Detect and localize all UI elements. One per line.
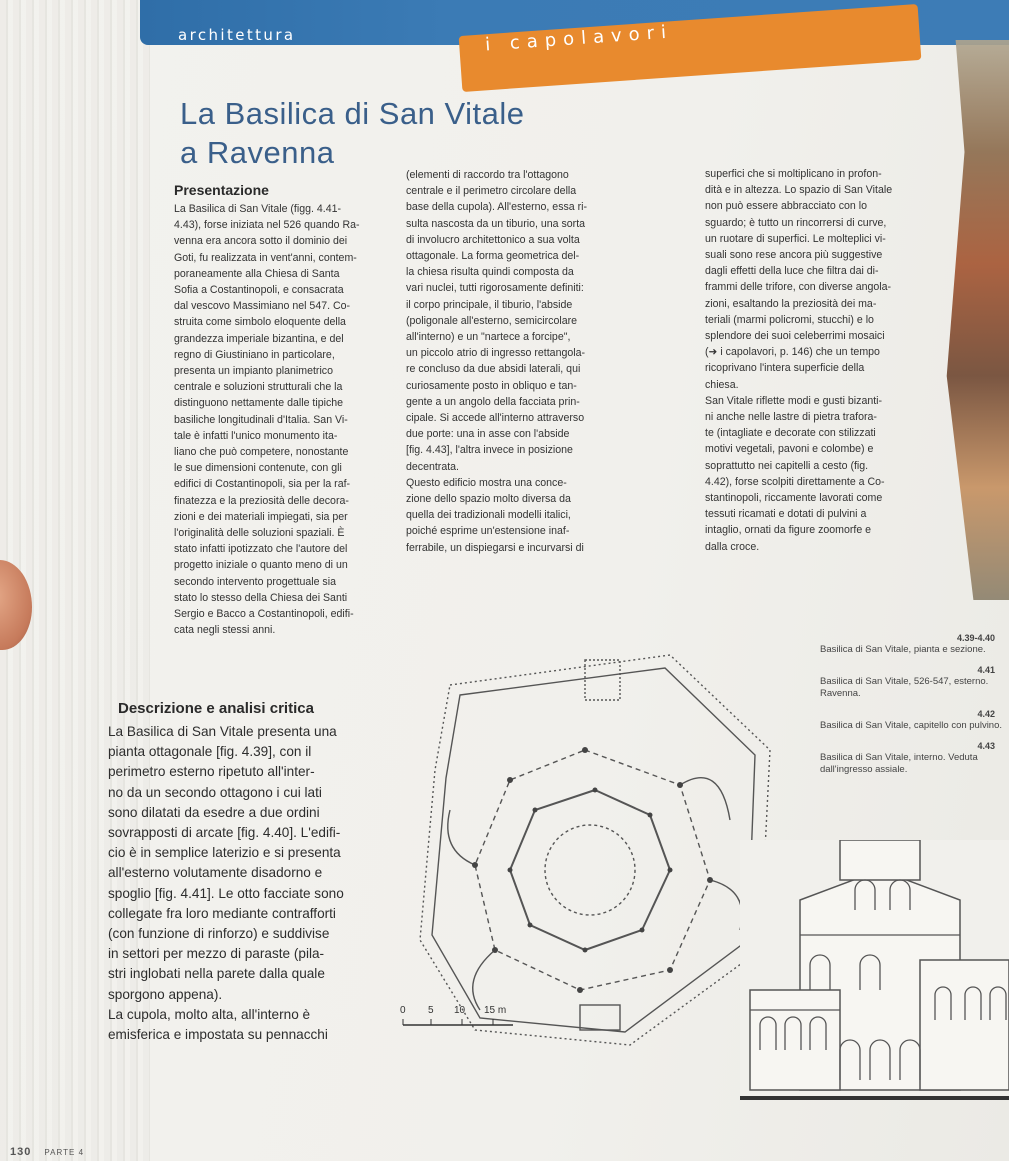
caption bbox=[820, 740, 1009, 776]
text-line: le sue dimensioni contenute, con gli bbox=[174, 462, 342, 475]
text-line: tessuti ricamati e dotati di pulvini a bbox=[705, 508, 867, 521]
descrizione-text bbox=[108, 722, 404, 1045]
presentazione-heading: Presentazione bbox=[174, 182, 269, 198]
text-column-3 bbox=[705, 166, 1005, 555]
text-line: teriali (marmi policromi, stucchi) e lo bbox=[705, 313, 874, 326]
text-line: re concluso da due absidi laterali, qui bbox=[406, 363, 581, 376]
scale-label: 10 bbox=[454, 1005, 466, 1016]
text-line: perimetro esterno ripetuto all'inter- bbox=[108, 764, 315, 780]
text-line: centrale e soluzioni strutturali che la bbox=[174, 381, 343, 394]
text-line: dal vescovo Massimiano nel 547. Co- bbox=[174, 300, 351, 313]
caption-text: Basilica di San Vitale, pianta e sezione. bbox=[820, 644, 986, 655]
part-label: PARTE 4 bbox=[44, 1148, 85, 1157]
text-line: (con funzione di rinforzo) e suddivise bbox=[108, 926, 330, 942]
text-line: (➜ i capolavori, p. 146) che un tempo bbox=[705, 346, 880, 359]
text-line: ottagonale. La forma geometrica del- bbox=[406, 250, 580, 263]
title-line-1: La Basilica di San Vitale bbox=[180, 96, 525, 131]
text-line: centrale e il perimetro circolare della bbox=[406, 185, 577, 198]
text-line: stri inglobati nella parete dalla quale bbox=[108, 966, 325, 982]
text-line: decentrata. bbox=[406, 460, 460, 473]
text-line: vari nuclei, tutti rigorosamente definiti: bbox=[406, 282, 584, 295]
text-line: splendore dei suoi celeberrimi mosaici bbox=[705, 330, 885, 343]
text-line: 4.42), forse scolpiti direttamente a Co- bbox=[705, 475, 885, 488]
caption-text: Basilica di San Vitale, capitello con pulvino. bbox=[820, 720, 1003, 731]
text-line: cata negli stessi anni. bbox=[174, 624, 276, 637]
text-line: grandezza imperiale bizantina, e del bbox=[174, 332, 344, 345]
text-line: zione dello spazio molto diversa da bbox=[406, 493, 571, 506]
text-line: sguardo; è tutto un rincorrersi di curve, bbox=[705, 216, 887, 229]
text-line: edifici di Costantinopoli, sia per la raf- bbox=[174, 478, 351, 491]
text-line: presenta un impianto planimetrico bbox=[174, 365, 333, 378]
caption-number: 4.42 bbox=[977, 709, 995, 719]
text-line: finatezza e la preziosità delle decora- bbox=[174, 494, 349, 507]
text-line: poraneamente alla Chiesa di Santa bbox=[174, 267, 340, 280]
text-line: La Basilica di San Vitale (figg. 4.41- bbox=[174, 203, 342, 215]
text-line: basiliche longitudinali d'Italia. San Vi- bbox=[174, 413, 348, 426]
caption-number: 4.43 bbox=[977, 741, 995, 751]
caption-number: 4.39-4.40 bbox=[956, 633, 995, 643]
text-line: curiosamente posto in obliquo e tan- bbox=[406, 379, 577, 392]
text-line: l'originalità delle soluzioni spaziali. È bbox=[174, 527, 345, 540]
text-line: chiesa. bbox=[705, 378, 739, 391]
text-line: (elementi di raccordo tra l'ottagono bbox=[406, 169, 569, 181]
text-line: te (intagliate e decorate con stilizzati bbox=[705, 427, 876, 440]
text-line: collegate fra loro mediante contrafforti bbox=[108, 905, 336, 921]
text-line: cio è in semplice laterizio e si presenta bbox=[108, 845, 341, 861]
text-line: di involucro architettonico a sua volta bbox=[406, 233, 580, 246]
caption-text: Basilica di San Vitale, interno. Veduta dall'ingresso assiale. bbox=[820, 752, 978, 775]
text-line: frammi delle trifore, con diverse angola- bbox=[705, 281, 892, 294]
caption-text: Basilica di San Vitale, 526-547, esterno. Ravenna. bbox=[820, 676, 989, 699]
text-line: Questo edificio mostra una conce- bbox=[406, 476, 567, 489]
text-line: stato infatti ipotizzato che l'autore del bbox=[174, 543, 348, 556]
text-line: spoglio [fig. 4.41]. Le otto facciate sono bbox=[108, 885, 344, 901]
caption bbox=[820, 708, 1009, 732]
text-line: all'interno) e un "nartece a forcipe", bbox=[406, 331, 571, 344]
text-line: soprattutto nei capitelli a cesto (fig. bbox=[705, 459, 869, 472]
text-line: intaglio, ornati da figure zoomorfe e bbox=[705, 524, 872, 537]
caption bbox=[820, 632, 1009, 656]
text-line: un ruotare di superfici. Le molteplici vi- bbox=[705, 232, 886, 245]
text-line: (poligonale all'esterno, semicircolare bbox=[406, 314, 578, 327]
caption bbox=[820, 664, 1009, 700]
text-line: liano che può competere, nonostante bbox=[174, 446, 349, 459]
text-line: La cupola, molto alta, all'interno è bbox=[108, 1006, 311, 1022]
text-line: no da un secondo ottagono i cui lati bbox=[108, 784, 322, 800]
plan-scale bbox=[398, 1005, 528, 1035]
text-line: poiché esprime un'estensione inaf- bbox=[406, 525, 570, 538]
caption-number: 4.41 bbox=[977, 665, 995, 675]
text-line: stantinopoli, riccamente lavorati come bbox=[705, 492, 883, 505]
text-line: sovrapposti di arcate [fig. 4.40]. L'edifi- bbox=[108, 825, 341, 841]
text-line: zioni, esaltando la preziosità dei ma- bbox=[705, 297, 877, 310]
text-line: base della cupola). All'esterno, essa ri- bbox=[406, 201, 588, 214]
text-line: ricoprivano l'intera superficie della bbox=[705, 362, 865, 375]
text-line: distinguono nettamente dalle tipiche bbox=[174, 397, 344, 410]
text-line: il corpo principale, il tiburio, l'abside bbox=[406, 298, 573, 311]
text-line: venna era ancora sotto il dominio dei bbox=[174, 235, 348, 248]
text-line: un piccolo atrio di ingresso rettangola- bbox=[406, 347, 586, 360]
text-line: suali sono rese ancora più suggestive bbox=[705, 249, 883, 262]
text-line: zioni e dei materiali impiegati, sia per bbox=[174, 510, 348, 523]
text-line: Goti, fu realizzata in vent'anni, contem- bbox=[174, 251, 357, 264]
text-line: in settori per mezzo di paraste (pila- bbox=[108, 946, 325, 962]
text-column-2 bbox=[406, 167, 686, 556]
text-line: pianta ottagonale [fig. 4.39], con il bbox=[108, 744, 312, 760]
page-title bbox=[180, 94, 525, 172]
text-line: stato lo stesso della Chiesa dei Santi bbox=[174, 591, 348, 604]
text-line: sporgono appena). bbox=[108, 986, 223, 1002]
descrizione-heading: Descrizione e analisi critica bbox=[118, 700, 314, 717]
text-line: cipale. Si accede all'interno attraverso bbox=[406, 412, 585, 425]
text-line: superfici che si moltiplicano in profon- bbox=[705, 168, 882, 180]
scale-label: 0 bbox=[400, 1005, 406, 1016]
text-line: struita come simbolo eloquente della bbox=[174, 316, 346, 329]
text-line: Sergio e Bacco a Costantinopoli, edifi- bbox=[174, 608, 354, 621]
text-line: quella dei tradizionali modelli italici, bbox=[406, 509, 571, 522]
text-line: motivi vegetali, pavoni e colombe) e bbox=[705, 443, 874, 456]
text-line: gente a un angolo della facciata prin- bbox=[406, 395, 580, 408]
page-footer bbox=[10, 1146, 84, 1158]
text-line: due porte: una in asse con l'abside bbox=[406, 428, 570, 441]
text-line: dità e in altezza. Lo spazio di San Vitale bbox=[705, 184, 893, 197]
text-line: all'esterno volutamente disadorno e bbox=[108, 865, 323, 881]
text-line: regno di Giustiniano in particolare, bbox=[174, 348, 335, 361]
text-line: progetto iniziale o quanto meno di un bbox=[174, 559, 348, 572]
text-line: San Vitale riflette modi e gusti bizanti- bbox=[705, 394, 883, 407]
text-line: 4.43), forse iniziata nel 526 quando Ra- bbox=[174, 219, 360, 232]
section-label: architettura bbox=[178, 26, 296, 44]
page-number: 130 bbox=[10, 1146, 32, 1158]
basilica-exterior-photo bbox=[740, 840, 1009, 1100]
text-line: La Basilica di San Vitale presenta una bbox=[108, 724, 337, 739]
text-line: ni anche nelle lastre di pietra trafora- bbox=[705, 411, 877, 424]
text-line: dagli effetti della luce che filtra dai di- bbox=[705, 265, 879, 278]
text-column-1 bbox=[174, 201, 394, 638]
text-line: la chiesa risulta quindi composta da bbox=[406, 266, 574, 279]
title-line-2: a Ravenna bbox=[180, 135, 335, 170]
text-line: tale è infatti l'unico monumento ita- bbox=[174, 429, 338, 442]
text-line: sulta nascosta da un tiburio, una sorta bbox=[406, 217, 586, 230]
text-line: Sofia a Costantinopoli, e consacrata bbox=[174, 284, 344, 297]
series-label: i capolavori bbox=[484, 21, 674, 56]
text-line: sono dilatati da esedre a due ordini bbox=[108, 804, 320, 820]
scale-label: 15 m bbox=[484, 1005, 507, 1016]
text-line: non può essere abbracciato con lo bbox=[705, 200, 867, 213]
text-line: [fig. 4.43], l'altra invece in posizione bbox=[406, 444, 573, 457]
text-line: dalla croce. bbox=[705, 540, 760, 553]
text-line: emisferica e impostata su pennacchi bbox=[108, 1027, 328, 1043]
scale-label: 5 bbox=[428, 1005, 434, 1016]
text-line: secondo intervento progettuale sia bbox=[174, 575, 336, 588]
text-line: ferrabile, un dispiegarsi e incurvarsi di bbox=[406, 541, 584, 554]
figure-captions bbox=[820, 632, 1009, 784]
